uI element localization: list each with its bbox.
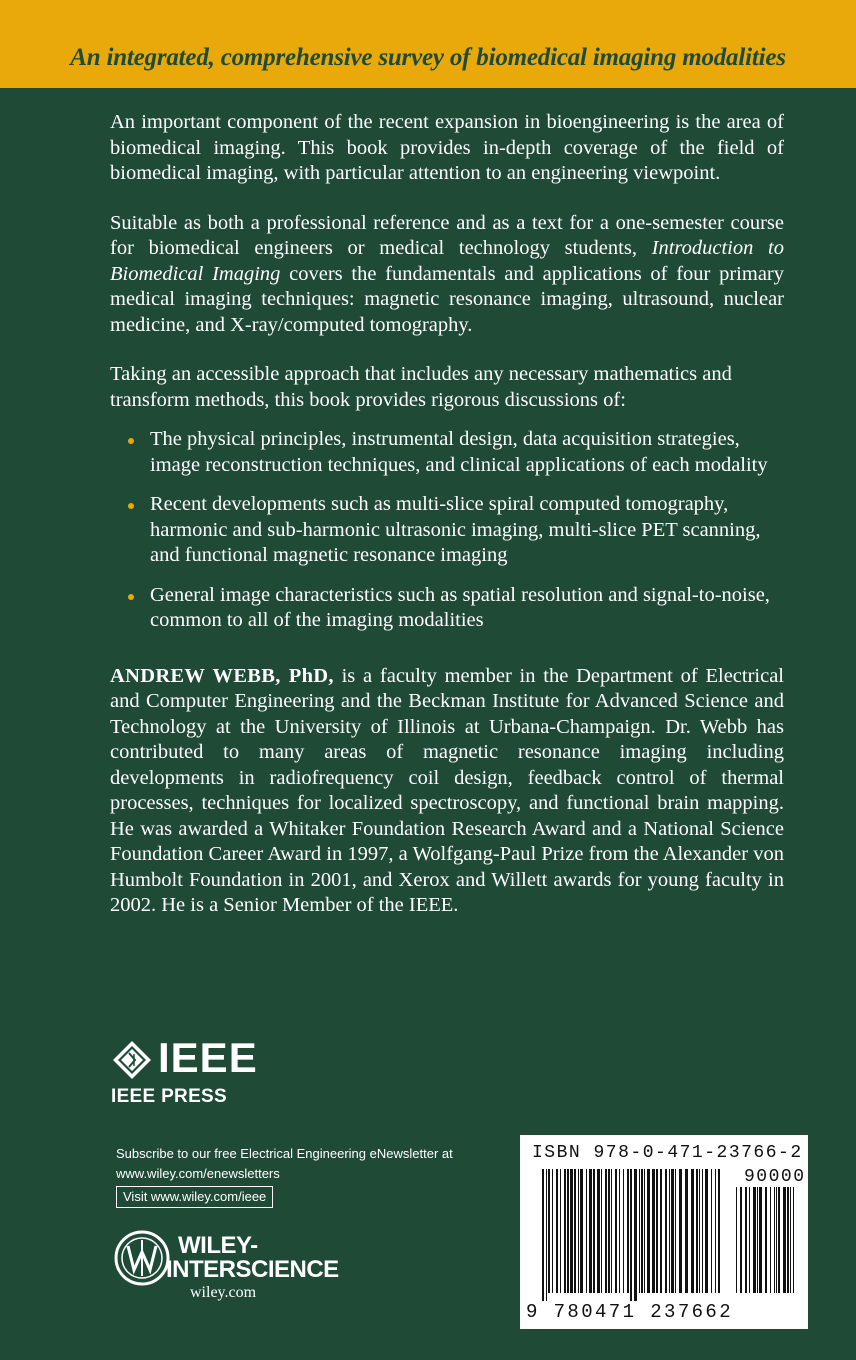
barcode-bars xyxy=(530,1165,800,1301)
isbn-number: ISBN 978-0-471-23766-2 xyxy=(532,1143,803,1163)
barcode-bar xyxy=(546,1169,547,1301)
ieee-press-label: IEEE PRESS xyxy=(111,1086,227,1107)
suitable-paragraph xyxy=(110,211,784,339)
barcode-bar xyxy=(574,1169,576,1293)
barcode-bar xyxy=(765,1187,767,1293)
barcode-bar xyxy=(699,1169,700,1293)
suitable-text-after: covers the fundamentals and applications of four primary medical imaging techniques: magnetic resonance imaging, ultrasound, nuclear medicine, and X-ray/computed tomography. xyxy=(110,262,784,336)
barcode-bar xyxy=(578,1169,579,1293)
barcode-bar xyxy=(608,1169,610,1293)
barcode-bar xyxy=(753,1187,756,1293)
tagline: An integrated, comprehensive survey of biomedical imaging modalities xyxy=(70,44,786,71)
wiley-interscience-logo xyxy=(112,1226,372,1306)
list-item: Recent developments such as multi-slice spiral computed tomography, harmonic and sub-harmonic ultrasonic imaging, multi-slice PET scanning, and functional magnetic resonance imaging xyxy=(110,492,784,569)
barcode-bar xyxy=(630,1169,632,1301)
barcode-bar xyxy=(656,1169,658,1293)
barcode-bar xyxy=(647,1169,650,1293)
barcode-bar xyxy=(711,1169,712,1293)
barcode-bar xyxy=(597,1169,600,1293)
author-name: ANDREW WEBB, PhD, xyxy=(110,664,334,687)
barcode-bar xyxy=(776,1187,777,1293)
barcode-bar xyxy=(718,1169,720,1293)
ieee-diamond-icon xyxy=(112,1040,152,1080)
barcode-bar xyxy=(759,1187,762,1293)
ean-digits: 9 780471 237662 xyxy=(526,1301,734,1323)
barcode-bar xyxy=(567,1169,569,1293)
barcode-bar xyxy=(745,1187,747,1293)
barcode-bar xyxy=(580,1169,583,1293)
barcode-bar xyxy=(639,1169,640,1293)
list-item: The physical principles, instrumental design, data acquisition strategies, image reconstruction techniques, and clinical applications of each modality xyxy=(110,427,784,478)
price-code: 90000 xyxy=(744,1167,806,1187)
wiley-wordmark: WILEY- xyxy=(178,1232,258,1259)
barcode-bar xyxy=(671,1169,674,1293)
barcode-bar xyxy=(556,1169,558,1293)
barcode-bar xyxy=(793,1187,794,1293)
barcode-bar xyxy=(615,1169,617,1293)
barcode-bar xyxy=(749,1187,750,1293)
barcode-bar xyxy=(770,1187,771,1293)
barcode-bar xyxy=(783,1187,786,1293)
barcode-bar xyxy=(641,1169,643,1293)
newsletter-url: www.wiley.com/enewsletters xyxy=(116,1166,280,1181)
barcode-bar xyxy=(652,1169,655,1293)
barcode-bar xyxy=(605,1169,607,1293)
isbn-barcode xyxy=(520,1135,808,1329)
barcode-bar xyxy=(665,1169,667,1293)
barcode-bar xyxy=(564,1169,566,1293)
barcode-bar xyxy=(586,1169,587,1293)
barcode-bar xyxy=(593,1169,595,1293)
barcode-bar xyxy=(660,1169,662,1293)
visit-url-box: Visit www.wiley.com/ieee xyxy=(116,1186,273,1208)
barcode-bar xyxy=(778,1187,780,1293)
subscribe-line: Subscribe to our free Electrical Engineering eNewsletter at xyxy=(116,1146,453,1161)
bullet-icon xyxy=(128,438,134,444)
barcode-bar xyxy=(542,1169,544,1301)
barcode-bar xyxy=(669,1169,670,1293)
intro-paragraph: An important component of the recent expansion in bioengineering is the area of biomedical imaging. This book provides in-depth coverage of the field of biomedical imaging, with particular attention to an engineering viewpoint. xyxy=(110,111,784,184)
barcode-bar xyxy=(774,1187,775,1293)
back-cover-text xyxy=(110,110,784,943)
barcode-bar xyxy=(611,1169,612,1293)
wiley-url: wiley.com xyxy=(190,1284,257,1301)
barcode-bar xyxy=(696,1169,698,1293)
barcode-bar xyxy=(675,1169,676,1293)
barcode-bar xyxy=(685,1169,688,1293)
author-bio: is a faculty member in the Department of Electrical and Computer Engineering and the Beckman Institute for Advanced Science and Technology at the University of Illinois at Urbana-Champaign. Dr. Webb has contributed to many areas of magnetic resonance imaging including developments in radiofrequency coil design, feedback control of thermal processes, techniques for localized spectroscopy, and functional brain mapping. He was awarded a Whitaker Foundation Research Award and a National Science Foundation Career Award in 1997, a Wolfgang-Paul Prize from the Alexander von Humbolt Foundation in 2001, and Xerox and Willett awards for young faculty in 2002. He is a Senior Member of the IEEE. xyxy=(110,664,785,916)
interscience-wordmark: INTERSCIENCE xyxy=(166,1256,339,1283)
barcode-bar xyxy=(740,1187,742,1293)
barcode-bar xyxy=(634,1169,637,1301)
barcode-bar xyxy=(619,1169,620,1293)
barcode-bar xyxy=(627,1169,629,1293)
barcode-bar xyxy=(548,1169,550,1293)
book-title: Introduction to Biomedical Imaging xyxy=(110,237,784,285)
author-paragraph xyxy=(110,664,784,919)
barcode-bar xyxy=(623,1169,624,1293)
barcode-bar xyxy=(736,1187,737,1293)
newsletter-note xyxy=(116,1144,496,1184)
barcode-bar xyxy=(644,1169,645,1293)
barcode-bar xyxy=(787,1187,789,1293)
bullet-icon xyxy=(128,594,134,600)
topic-list xyxy=(110,427,784,634)
barcode-bar xyxy=(552,1169,553,1293)
barcode-bar xyxy=(691,1169,694,1293)
list-item: General image characteristics such as spatial resolution and signal-to-noise, common to all of the imaging modalities xyxy=(110,583,784,634)
approach-paragraph: Taking an accessible approach that includes any necessary mathematics and transform methods, this book provides rigorous discussions of: xyxy=(110,363,732,411)
ieee-wordmark: IEEE xyxy=(158,1034,258,1081)
barcode-bar xyxy=(702,1169,703,1293)
ieee-press-logo xyxy=(110,1034,310,1110)
barcode-bar xyxy=(790,1187,791,1293)
suitable-text-before: Suitable as both a professional reference and as a text for a one-semester course for biomedical engineers or medical technology students, xyxy=(110,211,784,259)
barcode-bar xyxy=(679,1169,682,1293)
barcode-bar xyxy=(705,1169,708,1293)
barcode-bar xyxy=(570,1169,573,1293)
barcode-bar xyxy=(757,1187,758,1293)
bullet-icon xyxy=(128,503,134,509)
barcode-bar xyxy=(601,1169,602,1293)
barcode-bar xyxy=(589,1169,592,1293)
barcode-bar xyxy=(715,1169,716,1293)
barcode-bar xyxy=(560,1169,561,1293)
